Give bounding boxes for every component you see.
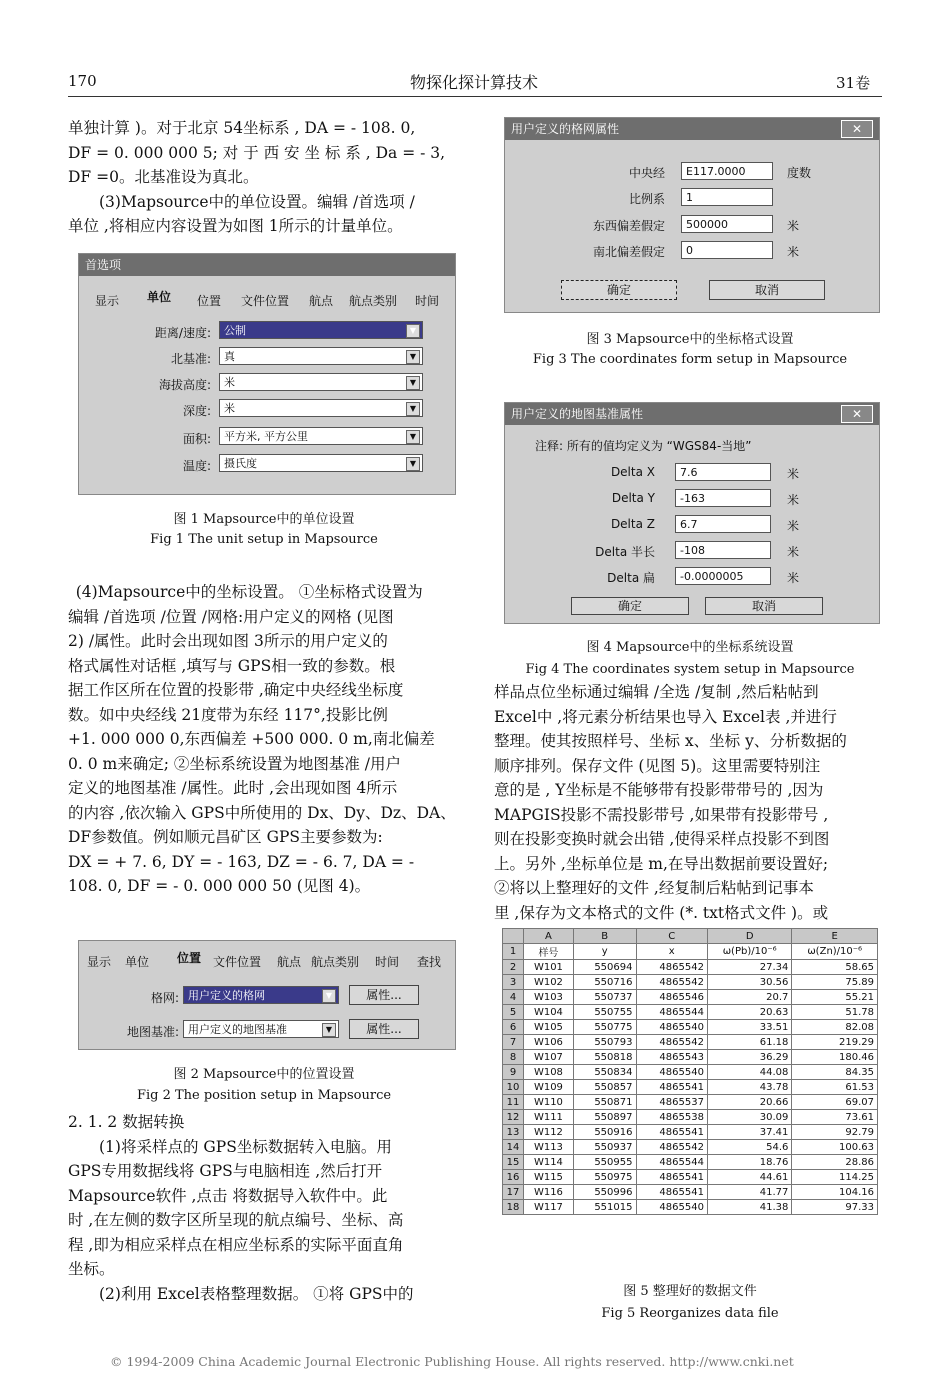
cancel-button[interactable]: 取消: [709, 280, 825, 300]
text-line: 样品点位坐标通过编辑 /全选 /复制 ,然后粘帖到: [494, 683, 819, 701]
tab[interactable]: 位置: [177, 951, 202, 965]
table-cell[interactable]: 54.6: [707, 1140, 791, 1155]
text-line: 0. 0 m来确定; ②坐标系统设置为地图基准 /用户: [68, 754, 402, 773]
corner-cell[interactable]: [503, 929, 524, 944]
tab[interactable]: 时间: [415, 294, 440, 308]
table-row: [503, 1065, 878, 1080]
table-cell[interactable]: W107: [524, 1050, 574, 1065]
table-cell[interactable]: 69.07: [792, 1095, 878, 1110]
tab[interactable]: 航点类别: [349, 294, 398, 308]
distance-select[interactable]: 公制 ▼: [219, 321, 423, 339]
text-line: 顺序排列。保存文件 (见图 5)。这里需要特别注: [494, 756, 821, 775]
table-cell[interactable]: 550871: [573, 1095, 636, 1110]
table-cell[interactable]: 20.63: [707, 1005, 791, 1020]
table-cell[interactable]: 550755: [573, 1005, 636, 1020]
text-line: DF参数值。例如顺元昌矿区 GPS主要参数为:: [68, 828, 383, 846]
row-number[interactable]: 12: [503, 1110, 524, 1125]
unit-label: 米: [787, 245, 800, 259]
table-row: [503, 1050, 878, 1065]
text-line: 则在投影变换时就会出错 ,使得采样点投影不到图: [494, 830, 830, 848]
fig2-caption-en: Fig 2 The position setup in Mapsource: [136, 1088, 392, 1103]
text-line: 时 ,在左侧的数字区所呈现的航点编号、坐标、高: [68, 1211, 404, 1229]
row-number[interactable]: 6: [503, 1020, 524, 1035]
table-cell[interactable]: W109: [524, 1080, 574, 1095]
table-cell[interactable]: 4865541: [636, 1170, 707, 1185]
fig1-caption-en: Fig 1 The unit setup in Mapsource: [150, 532, 378, 547]
field-label: 面积:: [182, 432, 211, 446]
table-cell[interactable]: 4865543: [636, 1050, 707, 1065]
table-cell[interactable]: 551015: [573, 1200, 636, 1215]
column-letter[interactable]: D: [707, 929, 791, 944]
text-line: 格式属性对话框 ,填写与 GPS相一致的参数。根: [68, 656, 396, 675]
tab[interactable]: 显示: [87, 955, 112, 969]
false-easting-input[interactable]: 500000: [681, 215, 773, 233]
table-row: [503, 1155, 878, 1170]
table-cell[interactable]: 27.34: [707, 960, 791, 975]
text-line: (3)Mapsource中的单位设置。编辑 /首选项 /: [99, 192, 415, 211]
left-para-3: [68, 580, 460, 899]
unit-label: 米: [787, 519, 800, 533]
table-cell[interactable]: 100.63: [792, 1140, 878, 1155]
field-label: 海拔高度:: [158, 378, 211, 392]
unit-label: 度数: [787, 166, 812, 180]
table-cell[interactable]: W115: [524, 1170, 574, 1185]
field-label: 东西偏差假定: [592, 219, 665, 233]
column-letter[interactable]: B: [573, 929, 636, 944]
text-line: 定义的地图基准 /属性。此时 ,会出现如图 4所示: [68, 779, 398, 797]
tab[interactable]: 单位: [147, 290, 172, 304]
row-number[interactable]: 9: [503, 1065, 524, 1080]
table-cell[interactable]: W106: [524, 1035, 574, 1050]
table-cell[interactable]: 4865541: [636, 1080, 707, 1095]
table-cell[interactable]: W111: [524, 1110, 574, 1125]
grid-properties-button[interactable]: 属性...: [349, 985, 419, 1005]
table-cell[interactable]: 550916: [573, 1125, 636, 1140]
text-line: 单位 ,将相应内容设置为如图 1所示的计量单位。: [68, 217, 403, 235]
fig3-titlebar: 用户定义的格网属性 ✕: [505, 118, 879, 140]
chevron-down-icon: ▼: [406, 457, 420, 471]
datum-select[interactable]: 用户定义的地图基准 ▼: [183, 1020, 339, 1038]
spreadsheet-table: [502, 928, 878, 1215]
field-label: 地图基准:: [126, 1025, 179, 1039]
table-cell[interactable]: 20.7: [707, 990, 791, 1005]
field-label: 格网:: [150, 991, 179, 1005]
tab[interactable]: 单位: [125, 955, 150, 969]
field-label: Delta Y: [611, 491, 655, 505]
text-line: 意的是 , Y坐标是不能够带有投影带带号的 ,因为: [494, 781, 824, 799]
unit-label: 米: [787, 571, 800, 585]
table-cell[interactable]: 4865540: [636, 1200, 707, 1215]
row-number[interactable]: 17: [503, 1185, 524, 1200]
table-cell[interactable]: 4865542: [636, 1140, 707, 1155]
row-number[interactable]: 5: [503, 1005, 524, 1020]
row-number[interactable]: 2: [503, 960, 524, 975]
table-cell[interactable]: 4865537: [636, 1095, 707, 1110]
table-cell[interactable]: 4865544: [636, 1155, 707, 1170]
unit-label: 米: [787, 219, 800, 233]
unit-label: 米: [787, 493, 800, 507]
tab[interactable]: 航点: [277, 955, 302, 969]
field-label: Delta Z: [610, 517, 655, 531]
table-cell[interactable]: 28.86: [792, 1155, 878, 1170]
header-rule: [68, 96, 882, 97]
table-cell[interactable]: W103: [524, 990, 574, 1005]
table-cell[interactable]: 75.89: [792, 975, 878, 990]
figure-2: [78, 940, 456, 1050]
table-row: [503, 1020, 878, 1035]
tab[interactable]: 文件位置: [213, 955, 262, 969]
chevron-down-icon: ▼: [406, 324, 420, 338]
column-letter[interactable]: C: [636, 929, 707, 944]
table-cell[interactable]: 219.29: [792, 1035, 878, 1050]
text-line: DF = 0. 000 000 5; 对 于 西 安 坐 标 系 , Da = - 3,: [68, 143, 446, 162]
unit-label: 米: [787, 545, 800, 559]
table-cell[interactable]: 44.08: [707, 1065, 791, 1080]
text-line: MAPGIS投影不需投影带号 ,如果带有投影带号 ,: [494, 805, 829, 824]
tab[interactable]: 显示: [95, 294, 120, 308]
field-label: Delta X: [610, 465, 655, 479]
table-cell[interactable]: W108: [524, 1065, 574, 1080]
text-line: DF =0。北基准设为真北。: [68, 168, 259, 186]
table-row: [503, 1110, 878, 1125]
row-number[interactable]: 7: [503, 1035, 524, 1050]
table-cell[interactable]: 4865542: [636, 975, 707, 990]
copyright-footer: © 1994-2009 China Academic Journal Electronic Publishing House. All rights reserved. http://www.cnki.net: [110, 1354, 794, 1369]
header-cell[interactable]: ω(Pb)/10⁻⁶: [707, 944, 791, 960]
text-line: (1)将采样点的 GPS坐标数据转入电脑。用: [99, 1137, 392, 1156]
table-cell[interactable]: 4865542: [636, 1035, 707, 1050]
table-cell[interactable]: 550737: [573, 990, 636, 1005]
figure-1: [78, 253, 456, 495]
table-cell[interactable]: 550818: [573, 1050, 636, 1065]
row-number[interactable]: 1: [503, 944, 524, 960]
figure-4: [504, 402, 880, 624]
fig4-note: 注释: 所有的值均定义为 “WGS84-当地”: [535, 439, 752, 453]
field-label: 温度:: [182, 459, 211, 473]
field-label: 距离/速度:: [154, 326, 211, 340]
column-letter[interactable]: A: [524, 929, 574, 944]
tab[interactable]: 航点类别: [311, 955, 360, 969]
table-row: [503, 1080, 878, 1095]
text-line: 上。另外 ,坐标单位是 m,在导出数据前要设置好;: [494, 854, 829, 873]
table-cell[interactable]: W116: [524, 1185, 574, 1200]
false-northing-input[interactable]: 0: [681, 241, 773, 259]
text-line: +1. 000 000 0,东西偏差 +500 000. 0 m,南北偏差: [68, 730, 435, 748]
table-cell[interactable]: 97.33: [792, 1200, 878, 1215]
tab[interactable]: 文件位置: [241, 294, 290, 308]
row-number[interactable]: 8: [503, 1050, 524, 1065]
row-number[interactable]: 3: [503, 975, 524, 990]
tab[interactable]: 航点: [309, 294, 334, 308]
table-row: [503, 1095, 878, 1110]
tab[interactable]: 位置: [197, 294, 222, 308]
chevron-down-icon: ▼: [322, 989, 336, 1003]
fig1-titlebar: 首选项: [79, 254, 455, 276]
table-cell[interactable]: 550996: [573, 1185, 636, 1200]
temperature-select[interactable]: 摄氏度 ▼: [219, 454, 423, 472]
row-number[interactable]: 15: [503, 1155, 524, 1170]
table-cell[interactable]: 114.25: [792, 1170, 878, 1185]
table-row: [503, 944, 878, 960]
area-select[interactable]: 平方米, 平方公里 ▼: [219, 427, 423, 445]
table-cell[interactable]: 18.76: [707, 1155, 791, 1170]
fig5-caption-en: Fig 5 Reorganizes data file: [601, 1306, 779, 1321]
table-cell[interactable]: 20.66: [707, 1095, 791, 1110]
altitude-select[interactable]: 米 ▼: [219, 373, 423, 391]
fig3-caption-en: Fig 3 The coordinates form setup in Mapsource: [532, 352, 848, 367]
table-cell[interactable]: 61.53: [792, 1080, 878, 1095]
text-line: 的内容 ,依次输入 GPS中所使用的 Dx、Dy、Dz、DA、: [68, 803, 456, 822]
table-cell[interactable]: 30.56: [707, 975, 791, 990]
text-line: (4)Mapsource中的坐标设置。 ①坐标格式设置为: [75, 583, 423, 601]
table-cell[interactable]: 43.78: [707, 1080, 791, 1095]
table-row: [503, 1005, 878, 1020]
text-line: 坐标。: [68, 1260, 115, 1278]
table-row: [503, 1200, 878, 1215]
field-label: 南北偏差假定: [592, 245, 665, 259]
page-number: 170: [68, 72, 97, 90]
row-number[interactable]: 16: [503, 1170, 524, 1185]
delta-flattening-input[interactable]: -0.0000005: [675, 567, 771, 585]
table-cell[interactable]: 550955: [573, 1155, 636, 1170]
field-label: Delta 半长: [595, 545, 655, 559]
cancel-button[interactable]: 取消: [705, 597, 823, 615]
table-cell[interactable]: 550694: [573, 960, 636, 975]
left-para-1: [68, 116, 460, 239]
text-line: 整理。使其按照样号、坐标 x、坐标 y、分析数据的: [494, 732, 847, 750]
column-letter[interactable]: E: [792, 929, 878, 944]
table-cell[interactable]: 4865542: [636, 960, 707, 975]
text-line: 数。如中央经线 21度带为东经 117°,投影比例: [68, 705, 388, 724]
table-cell[interactable]: 550834: [573, 1065, 636, 1080]
unit-label: 米: [787, 467, 800, 481]
chevron-down-icon: ▼: [406, 350, 420, 364]
table-cell[interactable]: 4865540: [636, 1020, 707, 1035]
chevron-down-icon: ▼: [406, 430, 420, 444]
volume: 31卷: [836, 74, 871, 92]
table-cell[interactable]: 51.78: [792, 1005, 878, 1020]
table-cell[interactable]: 550937: [573, 1140, 636, 1155]
row-number[interactable]: 14: [503, 1140, 524, 1155]
table-cell[interactable]: 58.65: [792, 960, 878, 975]
table-cell[interactable]: 84.35: [792, 1065, 878, 1080]
section-heading: 2. 1. 2 数据转换: [68, 1113, 185, 1131]
field-label: 北基准:: [170, 352, 211, 366]
table-row: [503, 1125, 878, 1140]
table-cell[interactable]: 4865540: [636, 1065, 707, 1080]
delta-semi-axis-input[interactable]: -108: [675, 541, 771, 559]
table-cell[interactable]: 92.79: [792, 1125, 878, 1140]
table-cell[interactable]: 37.41: [707, 1125, 791, 1140]
text-line: Mapsource软件 ,点击 将数据导入软件中。此: [68, 1186, 388, 1205]
grid-select[interactable]: 用户定义的格网 ▼: [183, 986, 339, 1004]
table-cell[interactable]: 36.29: [707, 1050, 791, 1065]
fig4-titlebar: 用户定义的地图基准属性 ✕: [505, 403, 879, 425]
table-cell[interactable]: 550857: [573, 1080, 636, 1095]
delta-z-input[interactable]: 6.7: [675, 515, 771, 533]
table-row: [503, 1140, 878, 1155]
row-number[interactable]: 10: [503, 1080, 524, 1095]
table-row: [503, 1035, 878, 1050]
fig2-caption-cn: 图 2 Mapsource中的位置设置: [173, 1067, 355, 1082]
row-number[interactable]: 11: [503, 1095, 524, 1110]
table-cell[interactable]: W117: [524, 1200, 574, 1215]
table-cell[interactable]: W110: [524, 1095, 574, 1110]
header-cell[interactable]: ω(Zn)/10⁻⁶: [792, 944, 878, 960]
table-cell[interactable]: 4865538: [636, 1110, 707, 1125]
text-line: 2) /属性。此时会出现如图 3所示的用户定义的: [68, 632, 388, 650]
chevron-down-icon: ▼: [406, 402, 420, 416]
table-cell[interactable]: 4865541: [636, 1185, 707, 1200]
table-cell[interactable]: 4865541: [636, 1125, 707, 1140]
fig1-caption-cn: 图 1 Mapsource中的单位设置: [173, 512, 355, 527]
text-line: 据工作区所在位置的投影带 ,确定中央经线坐标度: [68, 681, 404, 699]
table-cell[interactable]: 4865544: [636, 1005, 707, 1020]
table-cell[interactable]: 180.46: [792, 1050, 878, 1065]
table-cell[interactable]: 104.16: [792, 1185, 878, 1200]
table-cell[interactable]: 550975: [573, 1170, 636, 1185]
table-cell[interactable]: 73.61: [792, 1110, 878, 1125]
table-cell[interactable]: 55.21: [792, 990, 878, 1005]
journal-title: 物探化探计算技术: [410, 73, 539, 92]
datum-properties-button[interactable]: 属性...: [349, 1019, 419, 1039]
field-label: 比例系: [628, 192, 665, 206]
text-line: 程 ,即为相应采样点在相应坐标系的实际平面直角: [68, 1235, 404, 1254]
field-label: Delta 扁: [607, 571, 655, 585]
chevron-down-icon: ▼: [322, 1023, 336, 1037]
table-cell[interactable]: W102: [524, 975, 574, 990]
table-cell[interactable]: 550716: [573, 975, 636, 990]
close-icon[interactable]: ✕: [841, 405, 873, 423]
chevron-down-icon: ▼: [406, 376, 420, 390]
right-para-1: [494, 680, 882, 925]
table-cell[interactable]: 41.38: [707, 1200, 791, 1215]
header-cell[interactable]: 样号: [524, 944, 574, 960]
table-cell[interactable]: 550793: [573, 1035, 636, 1050]
tab[interactable]: 查找: [417, 955, 442, 969]
text-line: 里 ,保存为文本格式的文件 (*. txt格式文件 )。或: [494, 903, 829, 922]
fig5-caption-cn: 图 5 整理好的数据文件: [623, 1284, 757, 1299]
table-cell[interactable]: W113: [524, 1140, 574, 1155]
table-row: [503, 975, 878, 990]
scale-input[interactable]: 1: [681, 188, 773, 206]
close-icon[interactable]: ✕: [841, 120, 873, 138]
fig4-caption-cn: 图 4 Mapsource中的坐标系统设置: [586, 640, 794, 655]
row-number[interactable]: 4: [503, 990, 524, 1005]
table-row: [503, 1185, 878, 1200]
table-cell[interactable]: 61.18: [707, 1035, 791, 1050]
row-number[interactable]: 13: [503, 1125, 524, 1140]
fig4-caption-en: Fig 4 The coordinates system setup in Mapsource: [525, 662, 855, 677]
central-meridian-input[interactable]: E117.0000: [681, 162, 773, 180]
header-cell[interactable]: x: [636, 944, 707, 960]
north-select[interactable]: 真 ▼: [219, 347, 423, 365]
table-cell[interactable]: W101: [524, 960, 574, 975]
text-line: (2)利用 Excel表格整理数据。 ①将 GPS中的: [99, 1284, 414, 1303]
table-cell[interactable]: 82.08: [792, 1020, 878, 1035]
table-cell[interactable]: 550775: [573, 1020, 636, 1035]
row-number[interactable]: 18: [503, 1200, 524, 1215]
text-line: 编辑 /首选项 /位置 /网格:用户定义的网格 (见图: [68, 607, 394, 626]
text-line: DX = + 7. 6, DY = - 163, DZ = - 6. 7, DA = -: [68, 852, 415, 871]
table-cell[interactable]: W105: [524, 1020, 574, 1035]
table-row: [503, 1170, 878, 1185]
header-cell[interactable]: y: [573, 944, 636, 960]
field-label: 中央经: [628, 166, 665, 180]
figure-3: [504, 117, 880, 313]
table-cell[interactable]: 30.09: [707, 1110, 791, 1125]
text-line: ②将以上整理好的文件 ,经复制后粘帖到记事本: [494, 879, 814, 897]
table-cell[interactable]: W112: [524, 1125, 574, 1140]
table-cell[interactable]: 41.77: [707, 1185, 791, 1200]
delta-x-input[interactable]: 7.6: [675, 463, 771, 481]
text-line: 108. 0, DF = - 0. 000 000 50 (见图 4)。: [68, 877, 371, 895]
text-line: 单独计算 )。对于北京 54坐标系 , DA = - 108. 0,: [68, 119, 416, 137]
text-line: GPS专用数据线将 GPS与电脑相连 ,然后打开: [68, 1162, 383, 1180]
table-row: [503, 990, 878, 1005]
field-label: 深度:: [182, 404, 211, 418]
table-cell[interactable]: W104: [524, 1005, 574, 1020]
depth-select[interactable]: 米 ▼: [219, 399, 423, 417]
ok-button[interactable]: 确定: [561, 280, 677, 300]
text-line: Excel中 ,将元素分析结果也导入 Excel表 ,并进行: [494, 707, 837, 726]
table-row: [503, 960, 878, 975]
ok-button[interactable]: 确定: [571, 597, 689, 615]
table-cell[interactable]: 33.51: [707, 1020, 791, 1035]
figure-5: [502, 928, 878, 1215]
table-cell[interactable]: 44.61: [707, 1170, 791, 1185]
column-header-row: [503, 929, 878, 944]
table-cell[interactable]: 4865546: [636, 990, 707, 1005]
left-para-4: [68, 1110, 460, 1306]
table-cell[interactable]: W114: [524, 1155, 574, 1170]
delta-y-input[interactable]: -163: [675, 489, 771, 507]
tab[interactable]: 时间: [375, 955, 400, 969]
fig3-caption-cn: 图 3 Mapsource中的坐标格式设置: [586, 332, 794, 347]
table-cell[interactable]: 550897: [573, 1110, 636, 1125]
